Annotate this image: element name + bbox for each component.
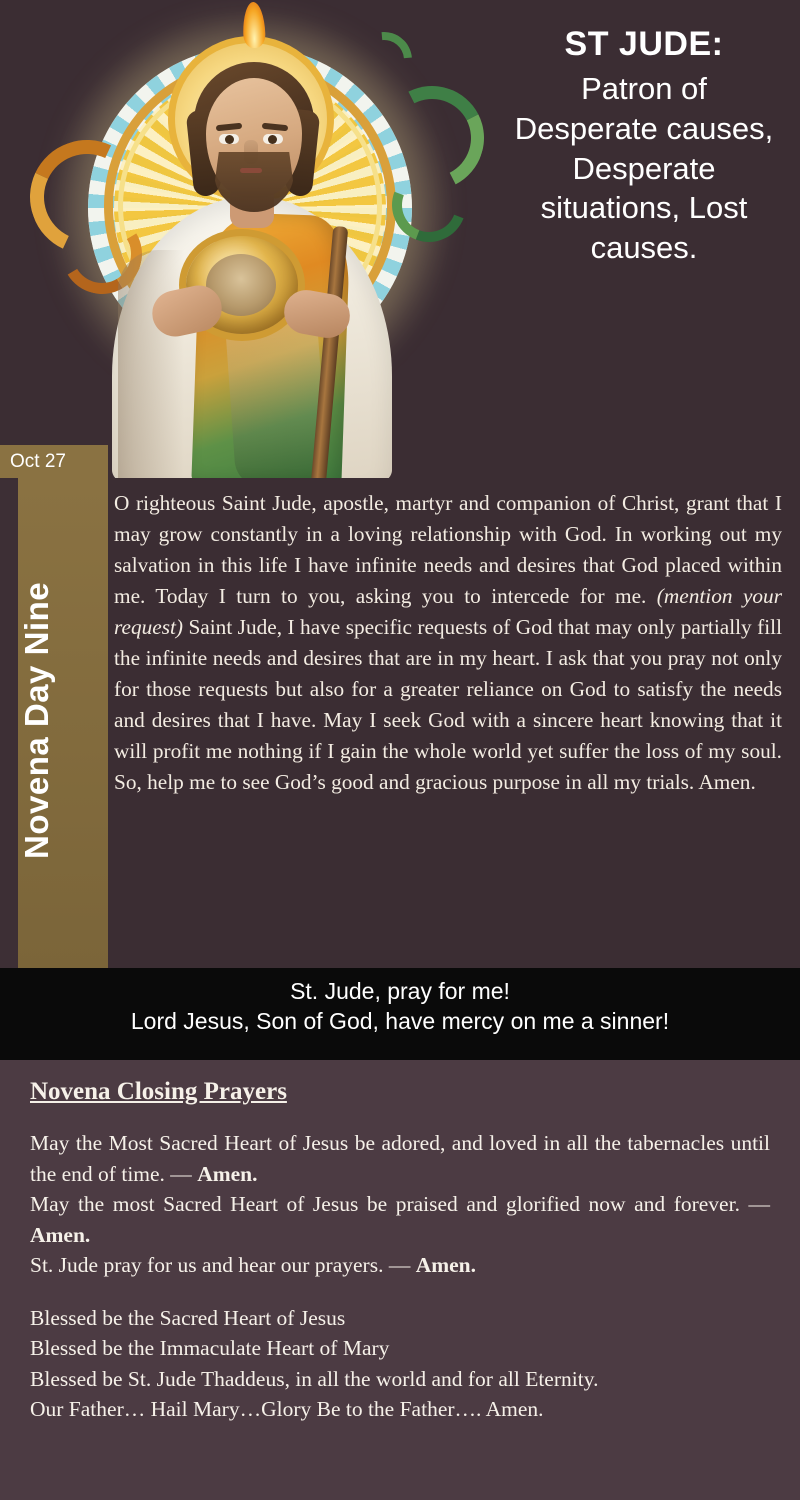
- closing-p2-text: May the most Sacred Heart of Jesus be praised and glorified now and forever. —: [30, 1192, 770, 1217]
- closing-p3-text: St. Jude pray for us and hear our prayers. —: [30, 1253, 416, 1278]
- pupil-left-icon: [225, 135, 234, 144]
- blessed-line: Blessed be St. Jude Thaddeus, in all the world and for all Eternity.: [30, 1366, 599, 1391]
- prayer-section: [108, 478, 800, 968]
- closing-paragraph-1: [30, 1128, 770, 1189]
- robe-shadow-icon: [118, 250, 184, 480]
- invocation-bar: [0, 968, 800, 1060]
- closing-p3-amen: Amen.: [415, 1253, 477, 1278]
- header-section: [0, 0, 800, 480]
- page-subtitle: Patron of Desperate causes, Desperate situations, Lost causes.: [514, 71, 774, 266]
- prayer-body: [114, 488, 782, 798]
- invocation-line-2: Lord Jesus, Son of God, have mercy on me a sinner!: [130, 1008, 670, 1035]
- closing-p1-text: May the Most Sacred Heart of Jesus be adored, and loved in all the tabernacles until the end of time. —: [30, 1131, 770, 1186]
- novena-day-label: Novena Day Nine: [18, 581, 55, 859]
- title-block: [500, 0, 800, 480]
- invocation-line-1: St. Jude, pray for me!: [290, 978, 510, 1004]
- blessed-line: Blessed be the Immaculate Heart of Mary: [30, 1336, 390, 1361]
- saint-jude-illustration-icon: [0, 0, 500, 480]
- blessed-line: Our Father… Hail Mary…Glory Be to the Father…. Amen.: [30, 1397, 544, 1422]
- blessed-line: Blessed be the Sacred Heart of Jesus: [30, 1305, 346, 1330]
- closing-prayers-section: [0, 1060, 800, 1500]
- mouth-icon: [240, 168, 262, 173]
- closing-paragraph-2: [30, 1189, 770, 1250]
- date-badge: Oct 27: [0, 445, 108, 478]
- closing-p2-amen: Amen.: [30, 1222, 91, 1247]
- closing-prayers-title: Novena Closing Prayers: [30, 1078, 287, 1105]
- prayer-italic-instruction: (mention your request): [114, 583, 782, 639]
- flame-icon: [242, 2, 266, 49]
- prayer-part-2: Saint Jude, I have specific requests of God that may only partially fill the infinite needs and desires that are in my heart. I ask that you pray not only for those requests but also for a greater reliance on God to satisfy the needs and desires that I have. May I seek God with a sincere heart knowing that it will profit me nothing if I gain the whole world yet suffer the loss of my soul. So, help me to see God’s good and gracious purpose in all my trials. Amen.: [114, 614, 782, 794]
- page-title: ST JUDE:: [564, 25, 724, 63]
- prayer-part-1: O righteous Saint Jude, apostle, martyr and companion of Christ, grant that I may grow constantly in a loving relationship with God. In working out my salvation in this life I have infinite needs and desires that God placed within me. Today I turn to you, asking you to intercede for me.: [114, 491, 782, 608]
- pupil-right-icon: [268, 135, 277, 144]
- closing-p1-amen: Amen.: [197, 1161, 258, 1186]
- blessed-be-lines: [30, 1303, 770, 1425]
- closing-paragraph-3: [30, 1250, 770, 1281]
